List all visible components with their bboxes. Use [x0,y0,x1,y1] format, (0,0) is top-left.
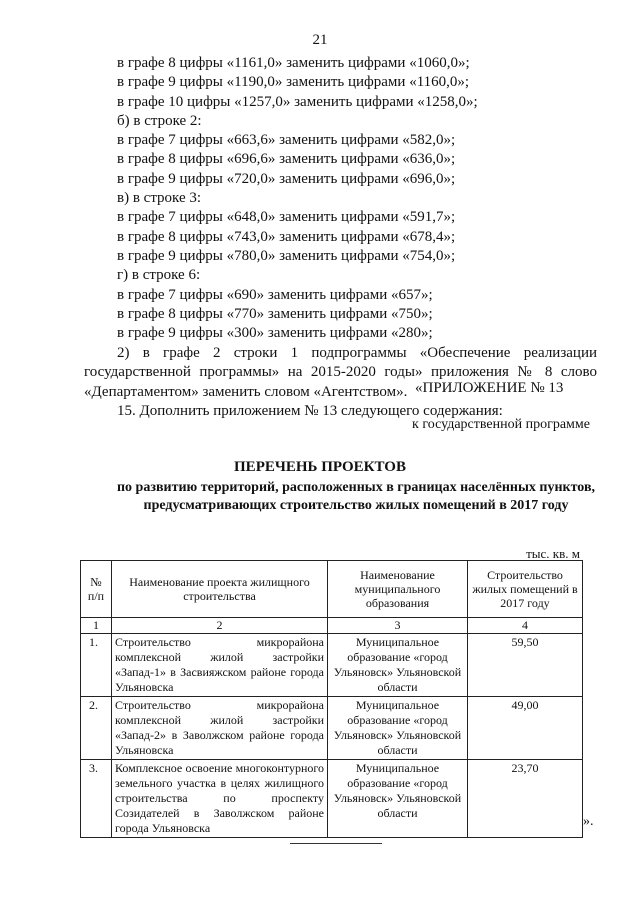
page-number: 21 [312,32,328,48]
col-number: 4 [468,618,583,634]
construction-value: 49,00 [468,697,583,760]
closing-quote: ». [583,814,594,829]
municipality-name: Муниципальное образование «город Ульяновск» Ульяновской области [328,760,468,838]
table-row [81,634,583,697]
amend-line: в графе 7 цифры «648,0» заменить цифрами «591,7»; [117,209,456,226]
paragraph-2: 2) в графе 2 строки 1 подпрограммы «Обеспечение реализации государственной программы» на 2015-2020 годы» приложения № 8 слово «Департаментом» заменить словом «Агентством». [84,345,597,400]
project-name: Комплексное освоение многоконтурного земельного участка в целях жилищного строительства по проспекту Созидателей в Заволжском районе города Ульяновска [112,760,328,838]
amend-line: в графе 8 цифры «1161,0» заменить цифрами «1060,0»; [117,55,470,71]
row-number: 1. [81,634,112,697]
appendix-label: «ПРИЛОЖЕНИЕ № 13 [415,380,564,396]
table-row [81,697,583,760]
amend-line: б) в строке 2: [117,112,202,129]
amend-line: в графе 9 цифры «780,0» заменить цифрами «754,0»; [117,247,456,264]
amend-line: в графе 9 цифры «720,0» заменить цифрами «696,0»; [117,170,456,187]
amend-line: в графе 7 цифры «663,6» заменить цифрами «582,0»; [117,132,456,149]
units-label: тыс. кв. м [526,546,580,561]
project-name: Строительство микрорайона комплексной жилой застройки «Запад-1» в Засвияжском районе города Ульяновска [112,634,328,697]
col-number: 2 [112,618,328,634]
divider [290,843,382,844]
col-number: 1 [81,618,112,634]
header-municipality: Наименование муниципального образования [328,561,468,618]
amend-line: г) в строке 6: [117,267,201,284]
header-construction: Строительство жилых помещений в 2017 году [468,561,583,618]
amend-line: в графе 7 цифры «690» заменить цифрами «657»; [117,286,433,303]
table-header-row [81,561,583,618]
amend-line: в графе 8 цифры «696,6» заменить цифрами «636,0»; [117,151,456,168]
paragraph-15: 15. Дополнить приложением № 13 следующего содержания: [117,403,503,419]
amend-line: в графе 8 цифры «743,0» заменить цифрами «678,4»; [117,228,456,245]
amend-line: в графе 9 цифры «300» заменить цифрами «280»; [117,325,433,342]
amend-line: в графе 8 цифры «770» заменить цифрами «750»; [117,305,433,322]
amend-line: в графе 10 цифры «1257,0» заменить цифрами «1258,0»; [117,93,478,110]
header-num: № п/п [81,561,112,618]
projects-table [80,560,583,838]
list-title: ПЕРЕЧЕНЬ ПРОЕКТОВ [234,459,406,475]
municipality-name: Муниципальное образование «город Ульяновск» Ульяновской области [328,697,468,760]
col-number: 3 [328,618,468,634]
amend-line: в) в строке 3: [117,190,202,207]
row-number: 2. [81,697,112,760]
table-row [81,760,583,838]
construction-value: 23,70 [468,760,583,838]
construction-value: 59,50 [468,634,583,697]
column-number-row [81,618,583,634]
amendment-list [117,54,597,343]
project-name: Строительство микрорайона комплексной жилой застройки «Запад-2» в Заволжском районе города Ульяновска [112,697,328,760]
row-number: 3. [81,760,112,838]
appendix-subtitle: к государственной программе [412,417,590,432]
amend-line: в графе 9 цифры «1190,0» заменить цифрами «1160,0»; [117,74,470,91]
header-project: Наименование проекта жилищного строительства [112,561,328,618]
list-subtitle: по развитию территорий, расположенных в границах населённых пунктов, предусматривающих строительство жилых помещений в 2017 году [116,480,596,513]
municipality-name: Муниципальное образование «город Ульяновск» Ульяновской области [328,634,468,697]
